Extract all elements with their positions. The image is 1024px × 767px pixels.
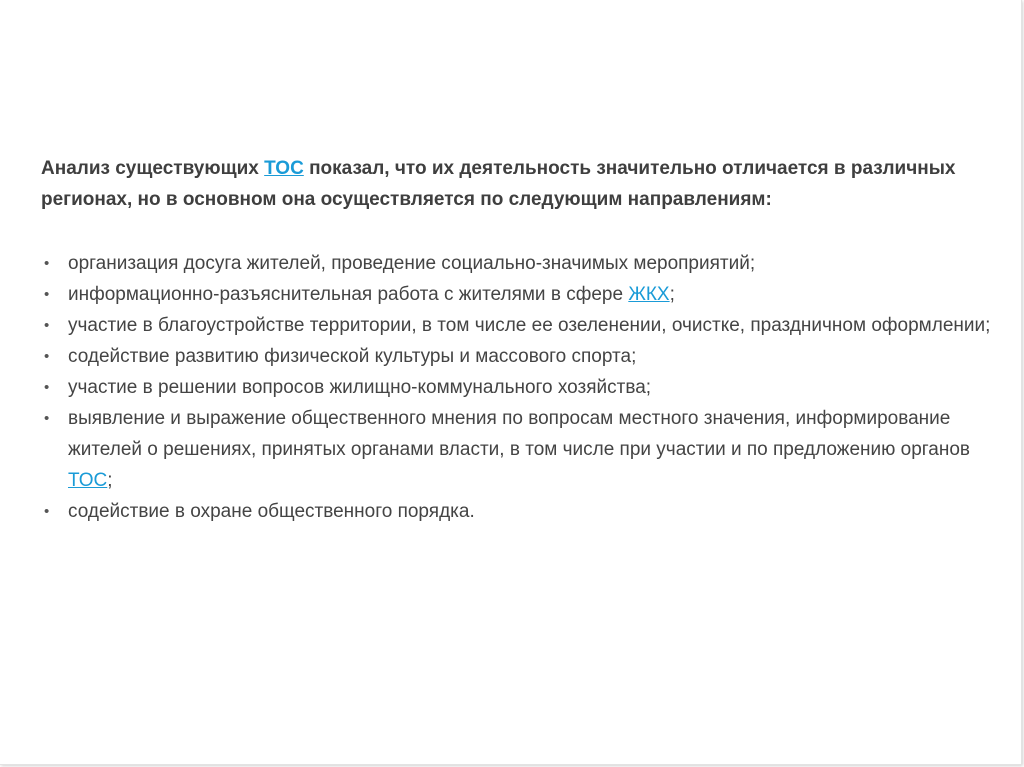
- tos-link[interactable]: ТОС: [264, 158, 304, 179]
- list-item-text: участие в решении вопросов жилищно-коммунального хозяйства;: [68, 377, 652, 398]
- list-item: [41, 279, 991, 310]
- list-item-text-end: ;: [669, 284, 675, 305]
- list-item-text: содействие развитию физической культуры и массового спорта;: [68, 346, 637, 367]
- slide-content: [41, 153, 991, 527]
- bullet-icon: •: [44, 348, 50, 365]
- list-item: [41, 310, 991, 341]
- list-item-text: информационно-разъяснительная работа с жителями в сфере: [68, 284, 629, 305]
- list-item-text: участие в благоустройстве территории, в том числе ее озеленении, очистке, праздничном оформлении;: [68, 315, 991, 336]
- bullet-icon: •: [44, 379, 50, 396]
- list-item-text: выявление и выражение общественного мнения по вопросам местного значения, информирование жителей о решениях, принятых органами власти, в том числе при участии и по предложению органов: [68, 408, 971, 460]
- intro-text-after: показал, что их деятельность значительно отличается в различных регионах, но в основном она осуществляется по следующим направлениям:: [41, 158, 956, 210]
- list-item-text: содействие в охране общественного порядка.: [68, 501, 475, 522]
- list-item: [41, 372, 991, 403]
- zhkh-link[interactable]: ЖКХ: [628, 284, 670, 305]
- list-item-text: организация досуга жителей, проведение социально-значимых мероприятий;: [68, 253, 756, 274]
- bullet-icon: •: [44, 503, 50, 520]
- bullet-icon: •: [44, 317, 50, 334]
- intro-paragraph: [41, 153, 991, 215]
- list-item: [41, 341, 991, 372]
- bullet-icon: •: [44, 255, 50, 272]
- list-item-text-end: ;: [107, 470, 113, 491]
- tos-link[interactable]: ТОС: [68, 470, 108, 491]
- bullet-icon: •: [44, 286, 50, 303]
- directions-list: [41, 248, 991, 527]
- list-item: [41, 403, 991, 496]
- list-item: [41, 496, 991, 527]
- bullet-icon: •: [44, 410, 50, 427]
- intro-text-before: Анализ существующих: [41, 158, 265, 179]
- list-item: [41, 248, 991, 279]
